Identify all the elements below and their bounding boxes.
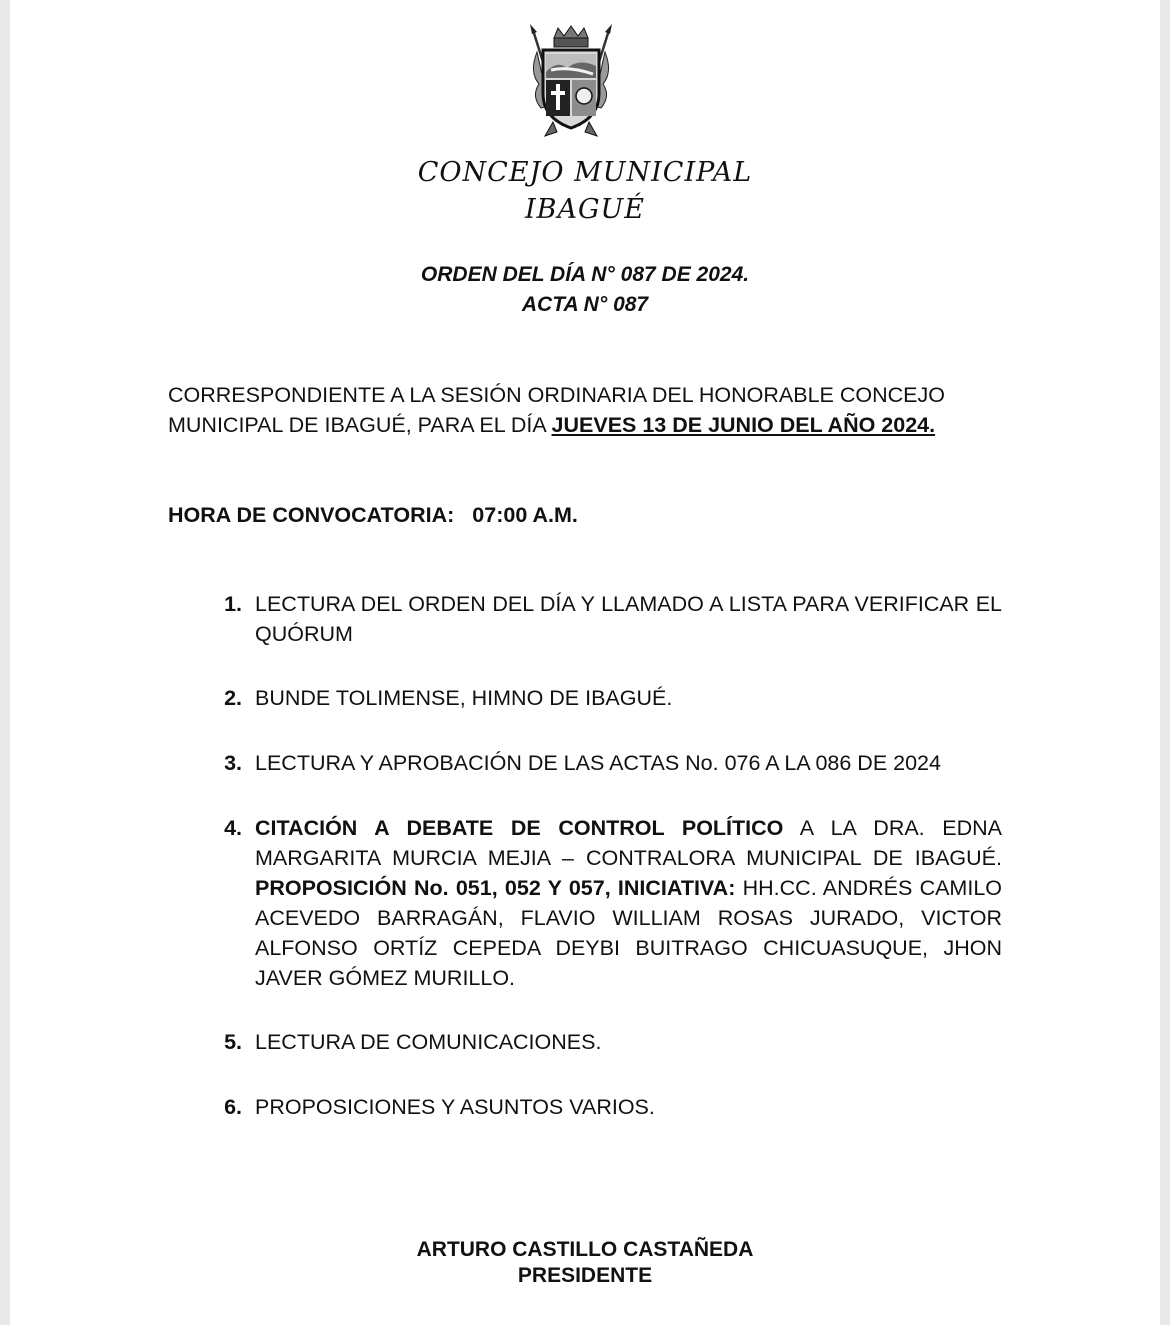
agenda-item-text: LECTURA Y APROBACIÓN DE LAS ACTAS No. 076 A LA 086 DE 2024: [255, 751, 941, 775]
intro-text: CORRESPONDIENTE A LA SESIÓN ORDINARIA DEL HONORABLE CONCEJO MUNICIPAL DE IBAGUÉ, PARA EL DÍA: [168, 383, 945, 437]
convocation-time-label: HORA DE CONVOCATORIA:: [168, 503, 455, 527]
agenda-item-number: 3.: [224, 751, 242, 775]
agenda-item-text-2: HH.CC. ANDRÉS CAMILO ACEVEDO BARRAGÁN, FLAVIO WILLIAM ROSAS JURADO, VICTOR ALFONSO ORTÍZ CEPEDA DEYBI BUITRAGO CHICUASUQUE, JHON JAVER GÓMEZ MURILLO.: [255, 876, 1002, 990]
agenda-item-text: LECTURA DEL ORDEN DEL DÍA Y LLAMADO A LISTA PARA VERIFICAR EL QUÓRUM: [255, 592, 1002, 646]
agenda-item-number: 5.: [224, 1030, 242, 1054]
agenda-item-bold-2: PROPOSICIÓN No. 051, 052 Y 057, INICIATIVA:: [255, 876, 736, 900]
agenda-item-bold-1: CITACIÓN A DEBATE DE CONTROL POLÍTICO: [255, 816, 784, 840]
agenda-item-text: PROPOSICIONES Y ASUNTOS VARIOS.: [255, 1095, 655, 1119]
agenda-item-text: [255, 813, 1002, 993]
agenda-item-number: 2.: [224, 686, 242, 710]
document-title: ORDEN DEL DÍA N° 087 DE 2024.: [420, 263, 750, 286]
agenda-item-text: BUNDE TOLIMENSE, HIMNO DE IBAGUÉ.: [255, 686, 673, 710]
session-date: JUEVES 13 DE JUNIO DEL AÑO 2024.: [551, 413, 936, 437]
acta-number: ACTA N° 087: [521, 293, 649, 316]
convocation-time: [168, 500, 1002, 530]
convocation-time-value: 07:00 A.M.: [472, 503, 578, 527]
agenda-item-text: LECTURA DE COMUNICACIONES.: [255, 1030, 602, 1054]
signatory-name: ARTURO CASTILLO CASTAÑEDA: [416, 1238, 754, 1261]
agenda-item-number: 4.: [224, 816, 242, 840]
agenda-item-text-1: A LA DRA. EDNA MARGARITA MURCIA MEJIA – CONTRALORA MUNICIPAL DE IBAGUÉ.: [255, 816, 1002, 870]
intro-paragraph: [168, 380, 1002, 440]
agenda-item-number: 1.: [224, 592, 242, 616]
signatory-role: PRESIDENTE: [517, 1264, 653, 1287]
agenda-item-number: 6.: [224, 1095, 242, 1119]
org-name-line2: IBAGUÉ: [524, 194, 646, 225]
municipal-crest-icon: [523, 22, 619, 140]
org-name-line1: CONCEJO MUNICIPAL: [417, 157, 753, 188]
